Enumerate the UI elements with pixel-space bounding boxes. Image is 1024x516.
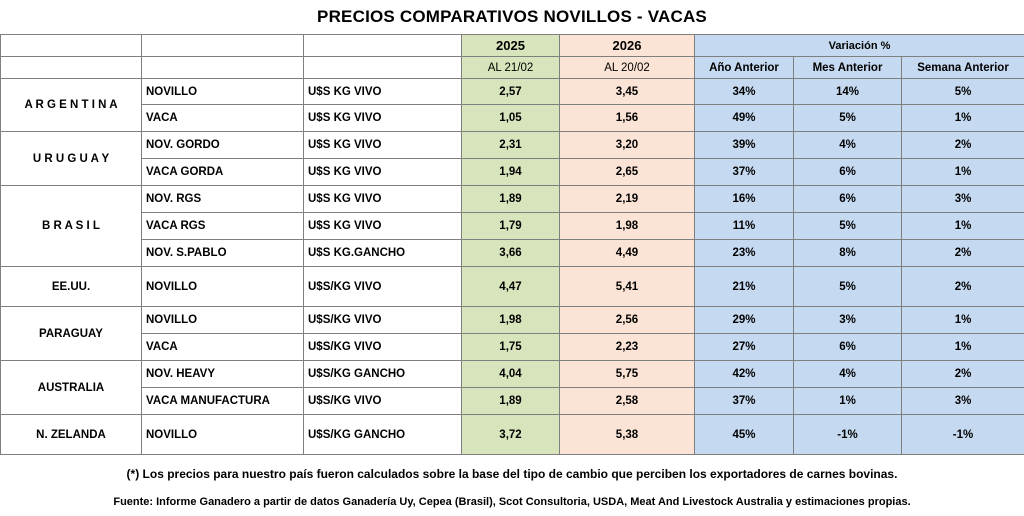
header-variation: Variación % — [695, 35, 1024, 57]
product-cell: VACA — [142, 105, 304, 132]
var-year-cell: 29% — [695, 307, 794, 334]
var-month-cell: 6% — [794, 186, 902, 213]
price-2026-cell: 2,65 — [560, 159, 695, 186]
var-week-cell: 1% — [902, 213, 1024, 240]
var-week-cell: 5% — [902, 79, 1024, 105]
var-week-cell: 2% — [902, 361, 1024, 388]
var-week-cell: 2% — [902, 132, 1024, 159]
header-date-2025: AL 21/02 — [462, 57, 560, 79]
header-blank-country — [1, 35, 142, 57]
var-year-cell: 16% — [695, 186, 794, 213]
table-row — [1, 159, 1024, 186]
price-2026-cell: 2,58 — [560, 388, 695, 415]
unit-cell: U$S KG VIVO — [304, 132, 462, 159]
var-week-cell: 2% — [902, 267, 1024, 307]
table-row — [1, 132, 1024, 159]
country-cell: U R U G U A Y — [1, 132, 142, 186]
table-row — [1, 415, 1024, 455]
price-2026-cell: 3,45 — [560, 79, 695, 105]
country-cell: N. ZELANDA — [1, 415, 142, 455]
unit-cell: U$S KG.GANCHO — [304, 240, 462, 267]
country-cell: A R G E N T I N A — [1, 79, 142, 132]
unit-cell: U$S/KG VIVO — [304, 267, 462, 307]
product-cell: NOV. GORDO — [142, 132, 304, 159]
table-row — [1, 267, 1024, 307]
var-year-cell: 49% — [695, 105, 794, 132]
var-month-cell: 1% — [794, 388, 902, 415]
header-date-2026: AL 20/02 — [560, 57, 695, 79]
product-cell: NOV. HEAVY — [142, 361, 304, 388]
header-blank-product-2 — [142, 57, 304, 79]
var-year-cell: 34% — [695, 79, 794, 105]
price-2026-cell: 5,38 — [560, 415, 695, 455]
var-month-cell: 3% — [794, 307, 902, 334]
table-row — [1, 388, 1024, 415]
price-2026-cell: 4,49 — [560, 240, 695, 267]
product-cell: NOVILLO — [142, 415, 304, 455]
header-blank-unit — [304, 35, 462, 57]
unit-cell: U$S/KG GANCHO — [304, 361, 462, 388]
country-cell: PARAGUAY — [1, 307, 142, 361]
price-2025-cell: 2,57 — [462, 79, 560, 105]
price-2026-cell: 2,23 — [560, 334, 695, 361]
price-table — [0, 34, 1024, 455]
unit-cell: U$S KG VIVO — [304, 213, 462, 240]
unit-cell: U$S/KG VIVO — [304, 388, 462, 415]
price-2026-cell: 1,56 — [560, 105, 695, 132]
price-2025-cell: 4,04 — [462, 361, 560, 388]
product-cell: NOV. RGS — [142, 186, 304, 213]
table-row — [1, 361, 1024, 388]
exchange-rate-note: (*) Los precios para nuestro país fueron calculados sobre la base del tipo de cambio que perciben los exportadores de carnes bovinas. — [126, 467, 898, 481]
unit-cell: U$S KG VIVO — [304, 105, 462, 132]
var-month-cell: 5% — [794, 105, 902, 132]
var-month-cell: 5% — [794, 213, 902, 240]
table-row — [1, 105, 1024, 132]
header-blank-product — [142, 35, 304, 57]
price-2026-cell: 2,56 — [560, 307, 695, 334]
price-2025-cell: 3,72 — [462, 415, 560, 455]
price-2026-cell: 2,19 — [560, 186, 695, 213]
var-year-cell: 39% — [695, 132, 794, 159]
price-2025-cell: 3,66 — [462, 240, 560, 267]
price-2025-cell: 2,31 — [462, 132, 560, 159]
var-month-cell: 5% — [794, 267, 902, 307]
price-2025-cell: 1,79 — [462, 213, 560, 240]
price-2025-cell: 1,05 — [462, 105, 560, 132]
product-cell: NOVILLO — [142, 267, 304, 307]
price-2025-cell: 1,98 — [462, 307, 560, 334]
var-week-cell: 1% — [902, 105, 1024, 132]
var-week-cell: 3% — [902, 388, 1024, 415]
price-2026-cell: 5,41 — [560, 267, 695, 307]
product-cell: NOV. S.PABLO — [142, 240, 304, 267]
product-cell: VACA MANUFACTURA — [142, 388, 304, 415]
product-cell: VACA RGS — [142, 213, 304, 240]
unit-cell: U$S/KG VIVO — [304, 334, 462, 361]
product-cell: NOVILLO — [142, 307, 304, 334]
var-year-cell: 45% — [695, 415, 794, 455]
var-year-cell: 37% — [695, 388, 794, 415]
price-2026-cell: 1,98 — [560, 213, 695, 240]
table-row — [1, 334, 1024, 361]
price-2026-cell: 3,20 — [560, 132, 695, 159]
var-week-cell: 1% — [902, 334, 1024, 361]
var-month-cell: -1% — [794, 415, 902, 455]
var-year-cell: 23% — [695, 240, 794, 267]
header-blank-unit-2 — [304, 57, 462, 79]
table-row — [1, 79, 1024, 105]
var-month-cell: 8% — [794, 240, 902, 267]
header-var-month: Mes Anterior — [794, 57, 902, 79]
var-month-cell: 4% — [794, 132, 902, 159]
header-var-year: Año Anterior — [695, 57, 794, 79]
price-2026-cell: 5,75 — [560, 361, 695, 388]
table-row — [1, 307, 1024, 334]
unit-cell: U$S/KG GANCHO — [304, 415, 462, 455]
product-cell: NOVILLO — [142, 79, 304, 105]
var-year-cell: 27% — [695, 334, 794, 361]
var-month-cell: 6% — [794, 159, 902, 186]
table-row — [1, 186, 1024, 213]
price-2025-cell: 1,75 — [462, 334, 560, 361]
country-cell: AUSTRALIA — [1, 361, 142, 415]
price-2025-cell: 1,89 — [462, 388, 560, 415]
var-year-cell: 11% — [695, 213, 794, 240]
var-week-cell: 3% — [902, 186, 1024, 213]
unit-cell: U$S KG VIVO — [304, 159, 462, 186]
header-year-2025: 2025 — [462, 35, 560, 57]
var-week-cell: 1% — [902, 307, 1024, 334]
var-week-cell: 1% — [902, 159, 1024, 186]
var-week-cell: -1% — [902, 415, 1024, 455]
table-row — [1, 240, 1024, 267]
country-cell: B R A S I L — [1, 186, 142, 267]
source-note: Fuente: Informe Ganadero a partir de datos Ganadería Uy, Cepea (Brasil), Scot Consultoria, USDA, Meat And Livestock Australia y estimaciones propias. — [113, 496, 911, 508]
header-var-week: Semana Anterior — [902, 57, 1024, 79]
var-year-cell: 42% — [695, 361, 794, 388]
var-year-cell: 21% — [695, 267, 794, 307]
var-month-cell: 14% — [794, 79, 902, 105]
price-2025-cell: 1,89 — [462, 186, 560, 213]
table-row — [1, 213, 1024, 240]
price-2025-cell: 4,47 — [462, 267, 560, 307]
var-year-cell: 37% — [695, 159, 794, 186]
header-year-2026: 2026 — [560, 35, 695, 57]
country-cell: EE.UU. — [1, 267, 142, 307]
unit-cell: U$S/KG VIVO — [304, 307, 462, 334]
price-2025-cell: 1,94 — [462, 159, 560, 186]
product-cell: VACA — [142, 334, 304, 361]
page-title: PRECIOS COMPARATIVOS NOVILLOS - VACAS — [317, 7, 707, 26]
product-cell: VACA GORDA — [142, 159, 304, 186]
header-blank-country-2 — [1, 57, 142, 79]
var-month-cell: 6% — [794, 334, 902, 361]
unit-cell: U$S KG VIVO — [304, 79, 462, 105]
var-month-cell: 4% — [794, 361, 902, 388]
unit-cell: U$S KG VIVO — [304, 186, 462, 213]
var-week-cell: 2% — [902, 240, 1024, 267]
